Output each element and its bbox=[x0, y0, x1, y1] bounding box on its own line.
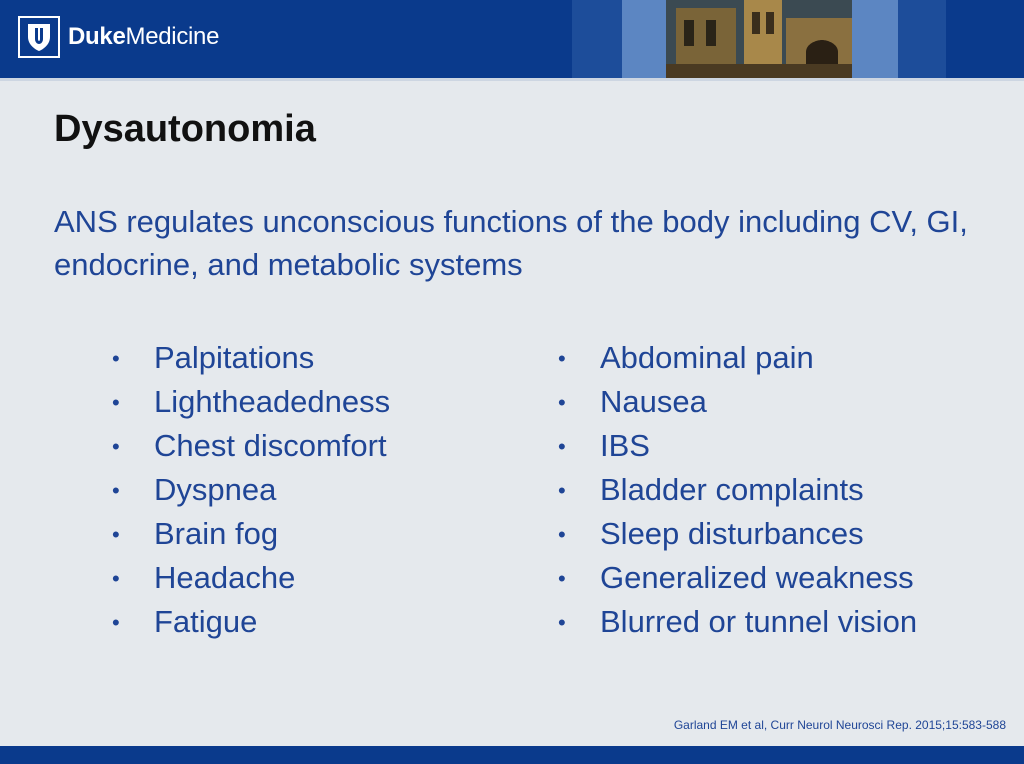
header-stripe bbox=[622, 0, 666, 78]
header-stripe bbox=[572, 0, 622, 78]
bullet-icon: • bbox=[558, 610, 566, 635]
list-item bbox=[112, 601, 390, 645]
list-item bbox=[112, 337, 390, 381]
list-item bbox=[112, 557, 390, 601]
duke-shield-icon bbox=[18, 16, 60, 58]
chapel-photo bbox=[666, 0, 852, 78]
list-item bbox=[558, 557, 917, 601]
logo-wordmark-regular: Medicine bbox=[125, 23, 220, 50]
list-item-label: Palpitations bbox=[154, 340, 315, 375]
logo-wordmark-bold: Duke bbox=[68, 23, 126, 50]
bullet-icon: • bbox=[558, 522, 566, 547]
duke-medicine-logo bbox=[18, 14, 219, 60]
slide-header bbox=[0, 0, 1024, 81]
list-item-label: Nausea bbox=[600, 384, 707, 419]
list-item bbox=[558, 337, 917, 381]
list-item bbox=[558, 425, 917, 469]
symptom-list-right bbox=[558, 337, 917, 645]
list-item bbox=[558, 513, 917, 557]
bullet-icon: • bbox=[558, 390, 566, 415]
list-item bbox=[558, 469, 917, 513]
bullet-icon: • bbox=[112, 610, 120, 635]
list-item-label: Abdominal pain bbox=[600, 340, 814, 375]
footer-bar bbox=[0, 746, 1024, 764]
list-item-label: Blurred or tunnel vision bbox=[600, 604, 918, 639]
list-item-label: Brain fog bbox=[154, 516, 279, 551]
list-item bbox=[558, 381, 917, 425]
list-item-label: Lightheadedness bbox=[154, 384, 391, 419]
list-item bbox=[558, 601, 917, 645]
bullet-icon: • bbox=[112, 522, 120, 547]
slide-title: Dysautonomia bbox=[54, 108, 316, 150]
list-item-label: Dyspnea bbox=[154, 472, 277, 507]
list-item-label: Chest discomfort bbox=[154, 428, 387, 463]
header-stripe bbox=[898, 0, 946, 78]
header-stripe bbox=[852, 0, 898, 78]
list-item-label: Fatigue bbox=[154, 604, 258, 639]
list-item-label: Headache bbox=[154, 560, 296, 595]
logo-wordmark bbox=[68, 23, 219, 51]
list-item-label: Generalized weakness bbox=[600, 560, 914, 595]
bullet-icon: • bbox=[112, 478, 120, 503]
slide-intro: ANS regulates unconscious functions of the body including CV, GI, endocrine, and metabolic systems bbox=[54, 204, 968, 282]
symptom-list-left bbox=[112, 337, 390, 645]
list-item-label: Sleep disturbances bbox=[600, 516, 864, 551]
bullet-icon: • bbox=[112, 390, 120, 415]
list-item-label: Bladder complaints bbox=[600, 472, 864, 507]
list-item bbox=[112, 381, 390, 425]
bullet-icon: • bbox=[558, 434, 566, 459]
bullet-icon: • bbox=[112, 346, 120, 371]
bullet-icon: • bbox=[558, 566, 566, 591]
list-item-label: IBS bbox=[600, 428, 650, 463]
bullet-icon: • bbox=[558, 346, 566, 371]
chapel-photo-drawing bbox=[666, 0, 852, 78]
list-item bbox=[112, 513, 390, 557]
citation: Garland EM et al, Curr Neurol Neurosci Rep. 2015;15:583-588 bbox=[673, 718, 1006, 732]
bullet-icon: • bbox=[112, 566, 120, 591]
list-item bbox=[112, 425, 390, 469]
bullet-icon: • bbox=[558, 478, 566, 503]
bullet-icon: • bbox=[112, 434, 120, 459]
list-item bbox=[112, 469, 390, 513]
